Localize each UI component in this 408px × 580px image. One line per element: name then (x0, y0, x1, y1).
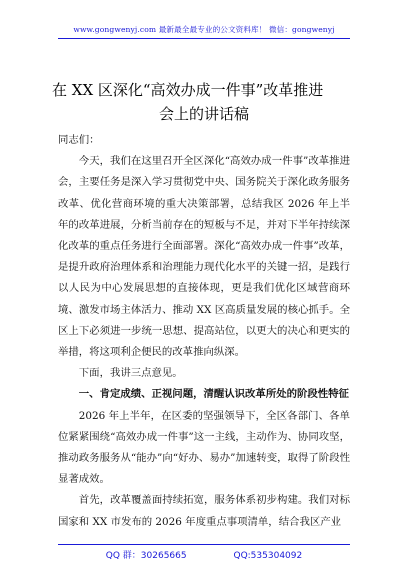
paragraph: 首先，改革覆盖面持续拓宽，服务体系初步构建。我们对标国家和 XX 市发布的 2026 年度重点事项清单，结合我区产业 (58, 494, 350, 528)
page-header (0, 24, 408, 35)
page-footer (0, 548, 408, 561)
header-divider (58, 38, 350, 39)
paragraph: 下面，我讲三点意见。 (78, 367, 183, 380)
document-body (58, 130, 350, 533)
section-heading: 一、肯定成绩、正视问题，清醒认识改革所处的阶段性特征 (78, 388, 349, 401)
footer-qq-group: QQ 群：30265665 (105, 551, 187, 561)
footer-divider (58, 544, 350, 545)
document-title (52, 78, 356, 126)
salutation: 同志们： (58, 134, 100, 146)
paragraph: 今天，我们在这里召开全区深化“高效办成一件事”改革推进会，主要任务是深入学习贯彻党中央、国务院关于深化政务服务改革、优化营商环境的重大决策部署，总结我区 2026 年上半年的改革进展，分析当前存在的短板与不足，并对下半年持续深化改革的重点任务进行全面部署。深化“高效办成一件事”改革，是提升政府治理体系和治理能力现代化水平的关键一招，是践行以人民为中心发展思想的直接体现，更是我们优化区域营商环境、激发市场主体活力、推动 XX 区高质量发展的核心抓手。全区上下必须进一步统一思想、提高站位，以更大的决心和更实的举措，将这项利企便民的改革推向纵深。 (58, 155, 350, 359)
header-text: www.gongwenyj.com 最新最全最专业的公文资料库！ 微信：gongwenyj (73, 25, 335, 34)
paragraph: 2026 年上半年，在区委的坚强领导下，全区各部门、各单位紧紧围绕“高效办成一件事”这一主线，主动作为、协同攻坚，推动政务服务从“能办”向“好办、易办”加速转变，取得了阶段性显著成效。 (58, 409, 350, 486)
footer-qq: QQ:535304092 (233, 551, 303, 561)
title-line-1: 在 XX 区深化“高效办成一件事”改革推进 (52, 81, 324, 99)
title-line-2: 会上的讲话稿 (158, 105, 249, 123)
